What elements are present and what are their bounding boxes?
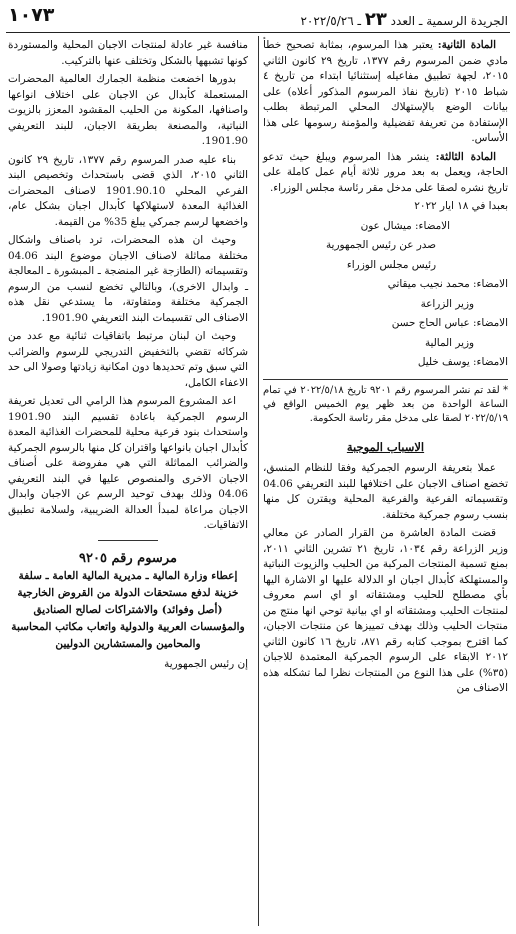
article-3-label: المادة الثالثة:: [435, 150, 496, 163]
left-paragraph-1: منافسة غير عادلة لمنتجات الاجبان المحلية والمستوردة كونها تشبهها بالشكل وتختلف عنها بالتركيب.: [8, 39, 248, 67]
issued-by: صدر عن رئيس الجمهورية: [325, 239, 436, 251]
decree-title: مرسوم رقم ٩٢٠٥: [79, 550, 177, 566]
article-3-text: ينشر هذا المرسوم ويبلغ حيث تدعو الحاجة، ويعمل به بعد مرور ثلاثة أيام عمل كاملة على تاريخ نشره لصقا على مدخل مقر رئاسة مجلس الوزراء.: [263, 150, 508, 194]
gazette-title-prefix: الجريدة الرسمية ـ العدد: [390, 14, 508, 28]
signature-block: [263, 199, 508, 371]
article-2-text: يعتبر هذا المرسوم، بمثابة تصحيح خطأ مادي ضمن المرسوم رقم ١٣٧٧، تاريخ ٢٩ كانون الثاني ٢٠١٥، لجهة تطبيق مفاعيله إستثنائيا ابتداء من تاريخ ٤ شباط ٢٠١٥ (تاريخ نفاذ المرسوم المذكور أعلاه) على بيانات الوضع بالإستهلاك المحلي المرتبطة بطلب الإستفادة من تعريفة تفضيلية والمؤمنة رسومها على هذا الأساس.: [263, 39, 509, 144]
signature-pm: الامضاء: محمد نجيب ميقاتي: [387, 278, 508, 290]
gazette-title: [300, 9, 508, 30]
reasons-heading: الاسباب الموجبة: [346, 439, 425, 454]
article-2-label: المادة الثانية:: [437, 39, 496, 51]
left-paragraph-2: بدورها اخضعت منظمة الجمارك العالمية المحضرات المستعملة كأبدال عن الاجبان على اختلاف انواعها واصنافها، المكونة من الحليب المقشود المعزز بالزيوت النباتية، والمصنعة بطريقة الاجبان، للبند التعريفي 1901.90.: [8, 73, 248, 147]
left-paragraph-4: وحيث ان هذه المحضرات، ترد باصناف واشكال مختلفة مماثلة لاصناف الاجبان موضوع البند 04.06 وتقسيماته (الطازجة غير المنضجة ـ المبشورة ـ المعالجة ـ وابدال الاخرى)، وبالتالي تخضع لنسب من الرسوم الجمركية مختلفة ومتفاوتة، ما يستدعي نقل هذه الاصناف الى تقسيمات البند التعريفي 1901.90.: [8, 234, 248, 324]
finance-minister-title: وزير المالية: [424, 336, 474, 349]
decree-subject: إعطاء وزارة المالية ـ مديرية المالية العامة ـ سلفة خزينة لدفع مستحقات الدولة من القروض الخارجية (أصل وفوائد) والاشتراكات لصالح الصناديق والمؤسسات العربية والدولية واتعاب مكاتب المحاسبة والمحامين والمستشارين الدوليين: [11, 570, 245, 650]
reasons-paragraph-1: عملا بتعريفة الرسوم الجمركية وفقا للنظام المنسق، تخضع اصناف الاجبان على اختلافها للبند التعريفي 04.06 وتقسيماته الفرعية والفرعية المحلية ويقترن كل منها بنسب رسوم جمركية مختلفة.: [263, 462, 508, 521]
left-paragraph-6: اعد المشروع المرسوم هذا الرامي الى تعديل تعريفة الرسوم الجمركية باعادة تقسيم البند 1901.90 واستحداث بنود فرعية محلية للمحضرات الغذائية المعدة كأبدال اجبان بانواعها واقتران كل منها بالرسوم الجمركية والضرائب المماثلة التي هي مفروضة على أصناف الاجبان الاخرى والمنصوص عليها في البند التعريفي 04.06 وذلك بهدف توحيد الرسم عن الاجبان وابدال الاجبان مراعاة لمبدأ العدالة الضريبية، ولسلامة تطبيق الاتفاقيات.: [8, 395, 248, 531]
issue-date: ـ ٢٠٢٢/٥/٢٦: [300, 14, 362, 28]
page-header: [6, 4, 510, 33]
footnote-text: * لقد تم نشر المرسوم رقم ٩٢٠١ تاريخ ٢٠٢٢/٥/١٨ في تمام الساعة الواحدة من بعد ظهر يوم الخميس الواقع في ٢٠٢٢/٥/١٩ لصقا على مدخل مقر رئاسة الحكومة.: [263, 384, 508, 424]
left-paragraph-5: وحيث ان لبنان مرتبط باتفاقيات ثنائية مع عدد من شركائه تقضي بالتخفيض التدريجي للرسوم والضرائب التي سبق وتم تحديدها دون امكانية زيادتها وصولا الى حد الاعفاء الكامل،: [8, 330, 248, 389]
right-column: [263, 38, 508, 700]
section-separator: [98, 540, 158, 541]
date-line: بعبدا في ١٨ ايار ٢٠٢٢: [414, 200, 508, 212]
pm-title: رئيس مجلس الوزراء: [346, 258, 436, 271]
left-paragraph-3: بناء عليه صدر المرسوم رقم ١٣٧٧، تاريخ ٢٩ كانون الثاني ٢٠١٥، الذي قضى باستحداث وتخصيص البند الفرعي المحلي 1901.90.10 لاصناف المحضرات الغذائية المعدة لاستهلاكها كأبدال اجبان بشكل عام، واخضعها لرسم جمركي يبلغ 35% من القيمة.: [8, 153, 248, 228]
publication-footnote: [263, 379, 508, 426]
article-2: [263, 38, 508, 147]
agriculture-minister-title: وزير الزراعة: [420, 297, 474, 310]
page-number: ١٠٧٣: [8, 4, 55, 26]
signature-finance: الامضاء: يوسف خليل: [417, 356, 508, 368]
reasons-paragraph-2: قضت المادة العاشرة من القرار الصادر عن معالي وزير الزراعة رقم ١٠٣٤، تاريخ ٢١ تشرين الثاني ٢٠١١، بمنع تسمية المنتجات المركبة من الحليب والزيوت النباتية والمستهلكة كأبدال اجبان او الدلالة عليها او الاشارة اليها بأي مصطلح للحليب ومشتقاته او اي اسم معروف لمنتجات الحليب ومشتقاته او اي بيانية توحي انها منتج من منتجات الحليب وذلك بهدف تمييزها عن منتجات الاجبان، كما اقترح بموجب كتابه رقم ٨٧١، تاريخ ١٦ كانون الثاني ٢٠١٢ الابقاء على الرسوم الجمركية المعتمدة للاجبان (٣٥%) على هذا النوع من المنتجات نظرا لما تشكله هذه الاصناف من: [263, 527, 509, 694]
issue-number: ٢٣: [364, 9, 387, 30]
president-line: إن رئيس الجمهورية: [164, 658, 248, 670]
column-divider: [258, 36, 259, 926]
article-3: [263, 150, 508, 197]
signature-agriculture: الامضاء: عباس الحاج حسن: [391, 317, 508, 329]
left-column: [8, 38, 248, 676]
signature-president: الامضاء: ميشال عون: [360, 219, 450, 232]
